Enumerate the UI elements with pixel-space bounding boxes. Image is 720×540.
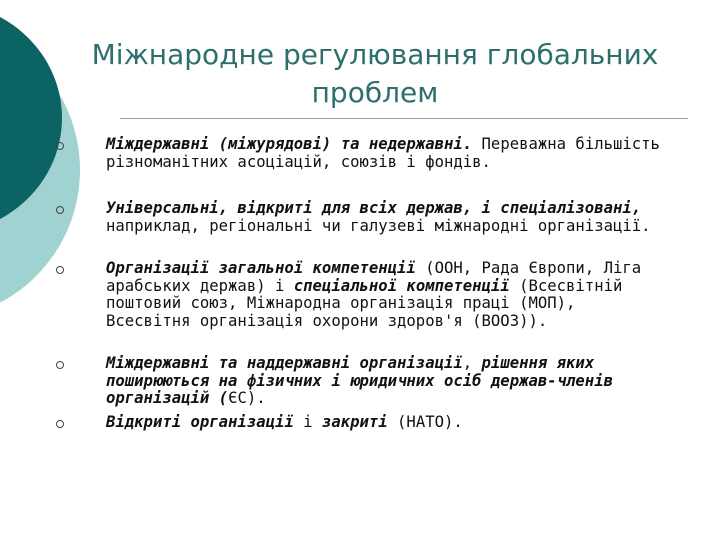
dark-teal-circle: [0, 2, 62, 234]
circle-bullet-icon: [56, 420, 64, 428]
item-text: (ООН, Рада Європи, Ліга арабських держав) і: [106, 259, 642, 295]
list-item: [56, 136, 668, 200]
bullet-list: [56, 136, 668, 438]
title-divider: [120, 118, 688, 119]
item-heading: Відкриті організації: [106, 413, 294, 431]
item-heading-2: спеціальної компетенції: [293, 276, 510, 295]
item-text: ,: [462, 354, 482, 372]
item-text: Переважна більшість різноманітних асоціацій, союзів і фондів.: [106, 135, 660, 171]
item-heading: Універсальні, відкриті для всіх держав, і спеціалізовані,: [106, 199, 642, 217]
item-text: наприклад, регіональні чи галузеві міжнародні організації.: [106, 216, 651, 235]
circle-bullet-icon: [56, 142, 64, 150]
item-heading-2: закриті: [321, 413, 388, 431]
circle-bullet-icon: [56, 206, 64, 214]
item-heading: Міждержавні (міжурядові) та недержавні.: [106, 135, 473, 153]
list-item: [56, 414, 668, 438]
circle-bullet-icon: [56, 361, 64, 369]
list-item: [56, 355, 668, 414]
item-text: і: [293, 413, 322, 431]
circle-bullet-icon: [56, 266, 64, 274]
item-heading-2: рішення яких поширюються на фізичних і юридичних осіб держав-членів організацій (: [106, 354, 613, 408]
item-text-2: (Всесвітній поштовий союз, Міжнародна організація праці (МОП), Всесвітня організація охорони здоров'я (ВООЗ)).: [106, 276, 623, 330]
item-heading: Організації загальної компетенції: [106, 259, 416, 277]
item-text-2: (НАТО).: [387, 413, 463, 431]
title-line-2: проблем: [311, 76, 439, 109]
list-item: [56, 200, 668, 260]
list-item: [56, 260, 668, 355]
item-heading: Міждержавні та наддержавні організації: [106, 354, 463, 372]
title-line-1: Міжнародне регулювання глобальних: [91, 38, 659, 71]
item-text-2: ЄС).: [228, 389, 266, 408]
page-title: [60, 36, 690, 112]
